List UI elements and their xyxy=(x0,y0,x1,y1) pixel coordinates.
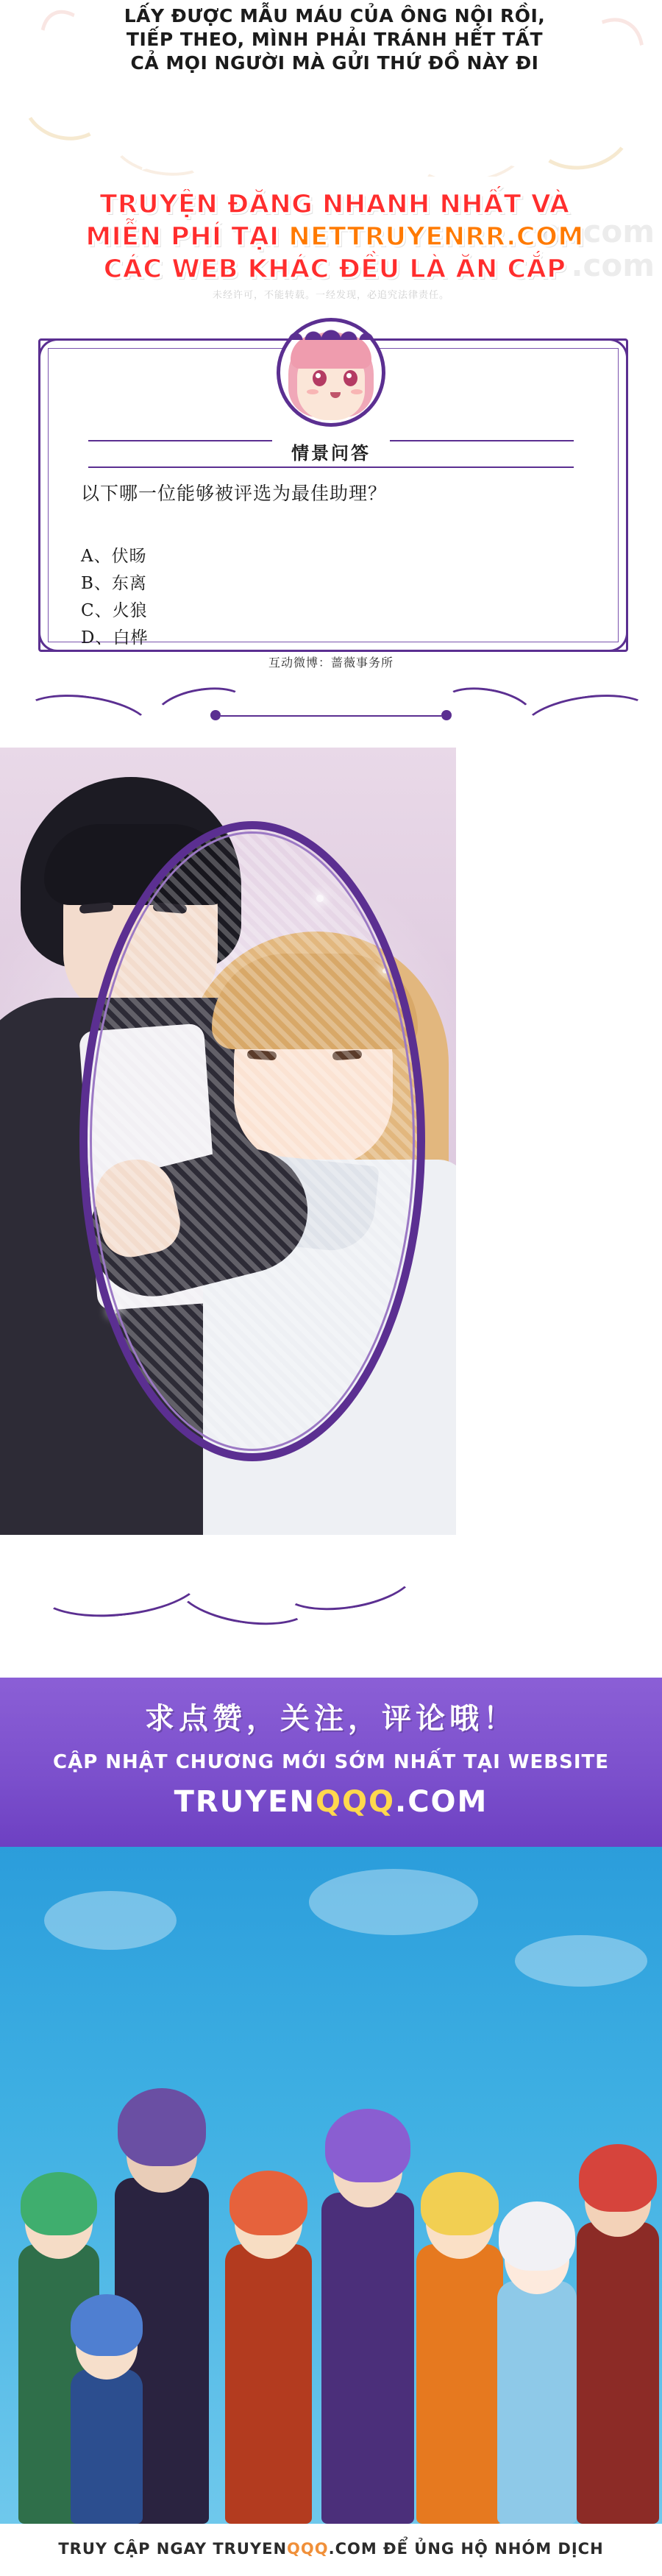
watermark-line-1: TRUYỆN ĐĂNG NHANH NHẤT VÀ xyxy=(99,190,570,219)
flourish-swirl xyxy=(152,681,250,737)
man-fringe xyxy=(44,824,228,905)
character-body xyxy=(497,2281,577,2524)
frame-corner-bottom-left xyxy=(38,610,80,652)
character-body xyxy=(416,2244,503,2524)
character-hair xyxy=(229,2171,307,2235)
footer-cta-text[interactable] xyxy=(0,2540,662,2558)
sparkle xyxy=(412,1204,416,1208)
character-hair xyxy=(71,2294,143,2356)
avatar-eye-right xyxy=(344,370,357,386)
character-red-hair-fighter xyxy=(574,2082,662,2524)
speech-bubble-text: LẤY ĐƯỢC MẪU MÁU CỦA ÔNG NỘI RỒI, TIẾP THEO, MÌNH PHẢI TRÁNH HẾT TẤT CẢ MỌI NGƯỜI MÀ GỬI THỨ ĐỒ NÀY ĐI xyxy=(124,5,546,74)
watermark-panel xyxy=(0,177,662,309)
promo-site-highlight: QQQ xyxy=(315,1785,395,1819)
cloud xyxy=(44,1891,177,1950)
illustration-panel xyxy=(0,677,662,1678)
flourish-dot-left xyxy=(210,710,221,720)
speech-bubble-panel xyxy=(0,0,662,177)
quiz-option-c[interactable]: C、火狼 xyxy=(81,601,148,620)
promo-banner xyxy=(0,1678,662,1847)
frame-corner-bottom-right xyxy=(586,610,628,652)
girl-fringe xyxy=(212,954,418,1049)
quiz-credit-text: 互动微博：蔷薇事务所 xyxy=(268,656,394,670)
watermark-site-url: NETTRUYENRR.COM xyxy=(288,222,584,252)
quiz-title xyxy=(0,439,662,464)
frame-corner-top-right xyxy=(586,338,628,380)
watermark-text-block xyxy=(44,188,625,285)
quiz-option-d[interactable]: D、白桦 xyxy=(81,628,149,647)
watermark-line-2-prefix: MIỄN PHÍ TẠI xyxy=(85,222,289,252)
character-hair xyxy=(118,2088,206,2166)
avatar-blush-left xyxy=(307,389,318,394)
quiz-divider-bottom xyxy=(88,466,574,468)
avatar-crown-decoration xyxy=(287,311,375,340)
quiz-option-a[interactable]: A、伏旸 xyxy=(81,547,147,566)
quiz-option-b[interactable]: B、东离 xyxy=(81,574,147,593)
quiz-title-text: 情景问答 xyxy=(272,439,390,464)
promo-site-prefix: TRUYEN xyxy=(174,1785,316,1819)
promo-site-suffix: .COM xyxy=(395,1785,488,1819)
avatar xyxy=(277,318,385,427)
watermark-line-2 xyxy=(44,221,625,253)
character-orange-ninja xyxy=(221,2112,316,2524)
character-hair xyxy=(325,2109,410,2182)
promo-vietnamese-text: CẬP NHẬT CHƯƠNG MỚI SỚM NHẤT TẠI WEBSITE xyxy=(52,1751,609,1773)
character-hair xyxy=(579,2144,657,2212)
character-body xyxy=(71,2369,143,2524)
quiz-question-text: 以下哪一位能够被评选为最佳助理？ xyxy=(81,483,388,504)
character-hair xyxy=(499,2201,575,2271)
flourish-swirl xyxy=(519,687,654,753)
character-body xyxy=(321,2193,414,2524)
cloud xyxy=(515,1935,647,1987)
top-flourish-group xyxy=(0,681,662,748)
characters-banner xyxy=(0,1847,662,2524)
frame-corner-top-left xyxy=(38,338,80,380)
sparkle xyxy=(110,1307,118,1314)
ghost-watermark-line1: m.com xyxy=(538,213,655,249)
character-purple-swordsman xyxy=(316,2045,419,2524)
character-hair xyxy=(421,2172,499,2235)
footer-prefix: TRUY CẬP NGAY TRUYEN xyxy=(58,2540,288,2558)
footer-suffix: .COM ĐỂ ỦNG HỘ NHÓM DỊCH xyxy=(328,2540,604,2558)
watermark-line-3: CÁC WEB KHÁC ĐỀU LÀ ĂN CẮP xyxy=(103,255,566,284)
footer-banner xyxy=(0,2524,662,2576)
character-blue-hair-boy xyxy=(66,2281,147,2524)
character-white-spirit-girl xyxy=(493,2156,581,2524)
sparkle xyxy=(316,895,324,902)
copyright-footnote: 未经许可，不能转载。一经发现，必追究法律责任。 xyxy=(212,290,449,301)
flourish-swirl xyxy=(19,687,154,753)
character-hair xyxy=(21,2172,97,2235)
bottom-flourish-group xyxy=(29,1545,427,1633)
quiz-options-list xyxy=(81,543,390,652)
flourish-dot-right xyxy=(441,710,452,720)
avatar-blush-right xyxy=(351,389,363,394)
character-body xyxy=(577,2222,659,2524)
couple-illustration xyxy=(0,748,456,1535)
footer-highlight: QQQ xyxy=(287,2540,329,2558)
ghost-watermark-line2: .com xyxy=(571,247,655,283)
promo-chinese-text: 求点赞，关注，评论哦！ xyxy=(145,1701,517,1736)
sparkle xyxy=(382,968,388,973)
character-body xyxy=(225,2244,312,2524)
flourish-divider-line xyxy=(221,715,441,717)
cloud xyxy=(309,1869,478,1935)
promo-site-url[interactable] xyxy=(0,1785,662,1819)
avatar-eye-left xyxy=(313,370,327,386)
